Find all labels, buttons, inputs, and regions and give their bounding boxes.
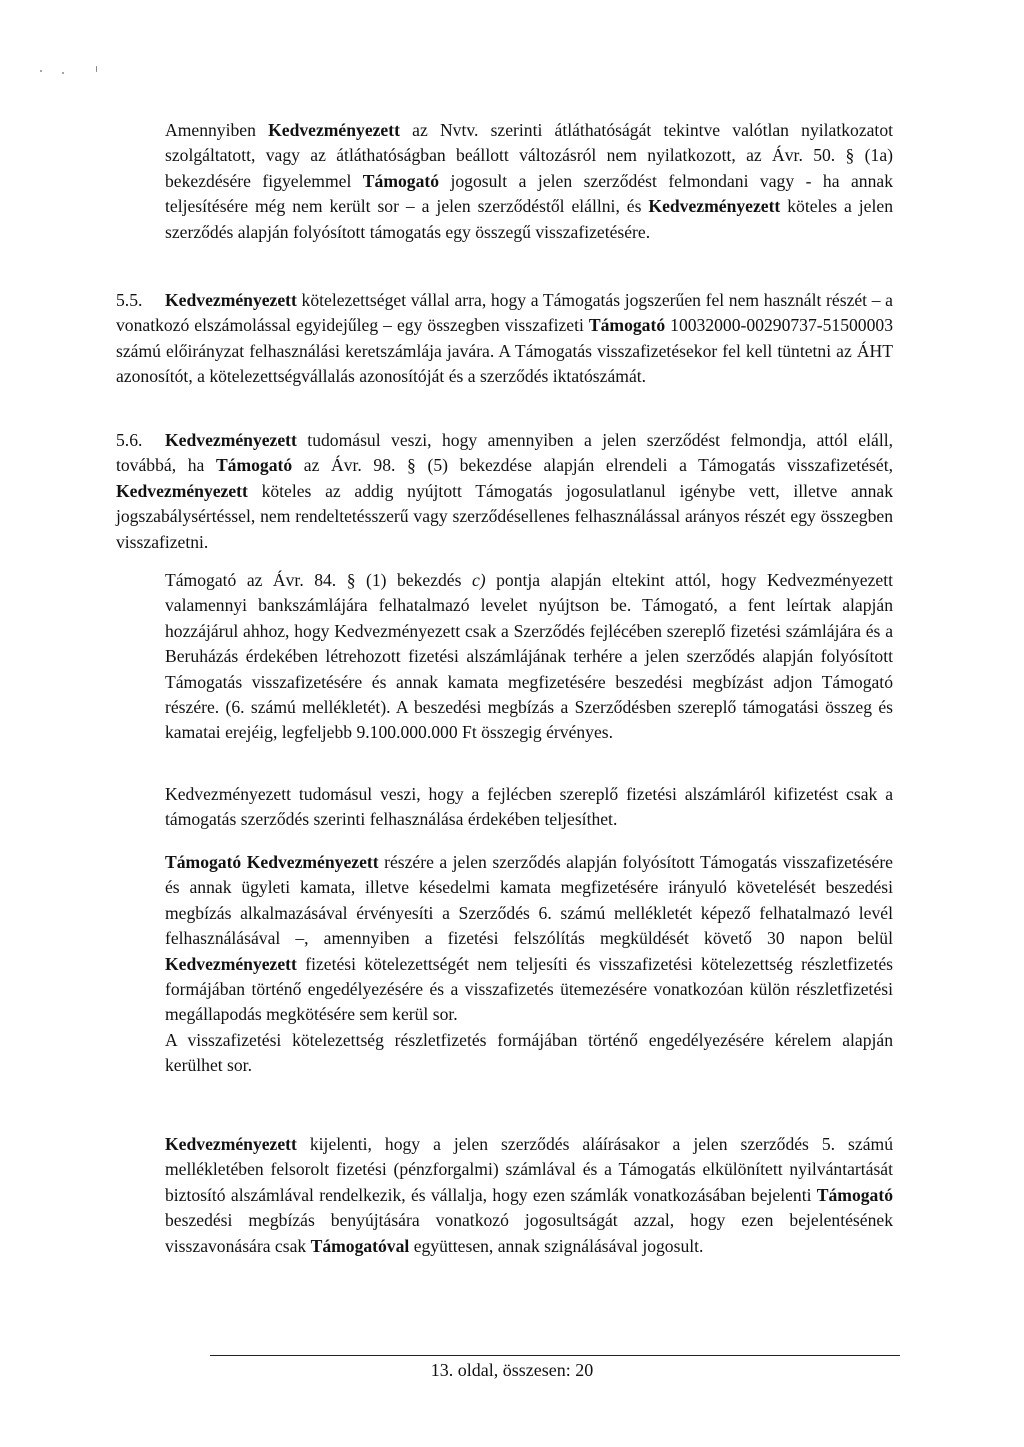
text: fizetési kötelezettségét nem teljesíti és visszafizetési kötelezettség részletfizetés formájában történő engedélyezésére és a visszafizetés ütemezésére vonatkozóan külön részletfizetési megállapodás megkötésére sem kerül sor. [165,953,893,1025]
text: tudomásul veszi, hogy amennyiben a jelen szerződést felmondja, attól eláll, továbbá, ha [116,430,893,476]
text: beszedési megbízás benyújtására vonatkozó jogosultságát azzal, hogy ezen bejelentésének visszavonására csak [165,1210,893,1256]
page-number: 13. oldal, összesen: 20 [430,1360,594,1380]
text: együttesen, annak szignálásával jogosult. [409,1235,704,1256]
italic-term: c) [471,570,486,590]
bold-term: Kedvezményezett [165,430,297,450]
paragraph-transparency [165,118,893,245]
text: 10032000-00290737-51500003 számú előirányzat felhasználási keretszámlája javára. A Támogatás visszafizetésekor fel kell tüntetni az ÁHT azonosítót, a kötelezettségvállalás azonosítóját és a szerződés iktatószámát. [116,315,893,387]
paragraph-collection-claim [165,850,893,1079]
text: pontja alapján eltekint attól, hogy Kedvezményezett valamennyi bankszámlájára felhatalmazó levelet nyújtson be. Támogató, a fent leírtak alapján hozzájárul ahhoz, hogy Kedvezményezett csak a Szerződés fejlécében szereplő fizetési számlájára és a Beruházás érdekében létrehozott fizetési alszámlájának terhére a jelen szerződés alapján folyósított Támogatás visszafizetésére és annak kamata megfizetésére beszedési megbízást adjon Támogató részére. (6. számú mellékletét). A beszedési megbízás a Szerződésben szereplő támogatási összeg és kamatai erejéig, legfeljebb 9.100.000.000 Ft összegig érvényes. [165,570,893,743]
text: Kedvezményezett tudomásul veszi, hogy a fejlécben szereplő fizetési alszámláról kifizetést csak a támogatás szerződés szerinti felhasználása érdekében teljesíthet. [165,784,893,830]
text: az Ávr. 98. § (5) bekezdése alapján elrendeli a Támogatás visszafizetését, [292,455,893,476]
bold-term: Kedvezményezett [165,1134,297,1154]
bold-term: Támogató [215,455,293,476]
text: köteles a jelen szerződés alapján folyósított támogatás egy összegű visszafizetésére. [165,196,893,242]
bold-term: Támogató Kedvezményezett [165,852,379,872]
footer-divider [210,1355,900,1356]
paragraph-account-declaration [165,1132,893,1259]
section-number: 5.5. [116,290,143,310]
text: Támogató az Ávr. 84. § (1) bekezdés [165,570,472,590]
section-5-5 [116,288,893,390]
bold-term: Kedvezményezett [165,290,297,310]
text: jogosult a jelen szerződést felmondani vagy - ha annak teljesítésére még nem került sor – a jelen szerződéstől elállni, és [165,170,893,217]
text: kijelenti, hogy a jelen szerződés aláírásakor a jelen szerződés 5. számú mellékletében felsorolt fizetési (pénzforgalmi) számlával és a Támogatás elkülönített nyilvántartását biztosító alszámlával rendelkezik, és vállalja, hogy ezen számlák vonatkozásában bejelenti [165,1134,893,1205]
bold-term: Kedvezményezett [165,953,297,974]
scan-speck [62,72,64,74]
text: az Nvtv. szerinti átláthatóságát tekintve valótlan nyilatkozatot szolgáltatott, vagy az átláthatóságban beállott változásról nem nyilatkozott, az Ávr. 50. § (1a) bekezdésére figyelemmel [165,120,894,191]
paragraph-direct-debit-waiver [165,568,893,746]
text: A visszafizetési kötelezettség részletfizetés formájában történő engedélyezésére kérelem alapján kerülhet sor. [165,1029,893,1076]
text: köteles az addig nyújtott Támogatás jogosulatlanul igénybe vett, illetve annak jogszabálysértéssel, nem rendeltetésszerű vagy szerződésellenes felhasználással arányos részét egy összegben visszafizetni. [116,480,893,552]
bold-term: Támogató [588,315,666,336]
bold-term: Kedvezményezett [648,196,781,217]
text: Amennyiben [165,120,269,140]
section-5-6 [116,428,893,555]
scan-speck [40,70,42,72]
scan-speck [96,66,97,72]
section-number: 5.6. [116,430,143,450]
bold-term: Támogató [816,1184,893,1205]
text: részére a jelen szerződés alapján folyósított Támogatás visszafizetésére és annak ügyleti kamata, illetve késedelmi kamata megfizetésére irányuló követelését beszedési megbízás alkalmazásával érvényesíti a Szerződés 6. számú mellékletét képező felhatalmazó levél felhasználásával –, amennyiben a fizetési felszólítás megküldését követő 30 napon belül [165,852,893,949]
text: kötelezettséget vállal arra, hogy a Támogatás jogszerűen fel nem használt részét – a vonatkozó elszámolással egyidejűleg – egy összegben visszafizeti [116,290,893,336]
bold-term: Kedvezményezett [268,120,400,140]
bold-term: Támogató [362,170,440,191]
paragraph-subaccount-payments [165,782,893,833]
bold-term: Kedvezményezett [116,480,248,501]
bold-term: Támogatóval [310,1235,410,1256]
